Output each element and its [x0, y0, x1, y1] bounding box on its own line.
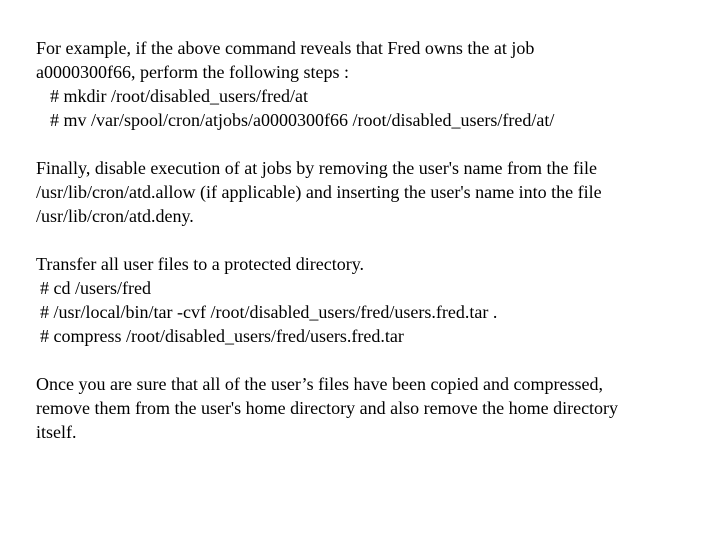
text-line: a0000300f66, perform the following steps : — [36, 62, 349, 82]
command-line-mkdir: # mkdir /root/disabled_users/fred/at — [50, 86, 308, 106]
text-line: remove them from the user's home directory and also remove the home directory — [36, 398, 619, 418]
text-line: Once you are sure that all of the user’s files have been copied and compressed, — [36, 374, 603, 394]
text-line: itself. — [36, 422, 77, 442]
command-line-compress: # compress /root/disabled_users/fred/users.fred.tar — [40, 326, 404, 346]
text-line: Transfer all user files to a protected directory. — [36, 254, 365, 274]
paragraph-disable-at-jobs — [36, 156, 706, 228]
command-line-mv: # mv /var/spool/cron/atjobs/a0000300f66 /root/disabled_users/fred/at/ — [50, 110, 555, 130]
paragraph-transfer-files — [36, 252, 706, 348]
text-line: Finally, disable execution of at jobs by removing the user's name from the file — [36, 158, 597, 178]
paragraph-remove-home — [36, 372, 706, 444]
command-line-cd: # cd /users/fred — [40, 278, 151, 298]
text-line: /usr/lib/cron/atd.allow (if applicable) and inserting the user's name into the file — [36, 182, 602, 202]
paragraph-at-job-steps — [36, 36, 706, 132]
text-line: For example, if the above command reveals that Fred owns the at job — [36, 38, 535, 58]
document-body — [36, 36, 706, 468]
text-line: /usr/lib/cron/atd.deny. — [36, 206, 194, 226]
command-line-tar: # /usr/local/bin/tar -cvf /root/disabled_users/fred/users.fred.tar . — [40, 302, 498, 322]
